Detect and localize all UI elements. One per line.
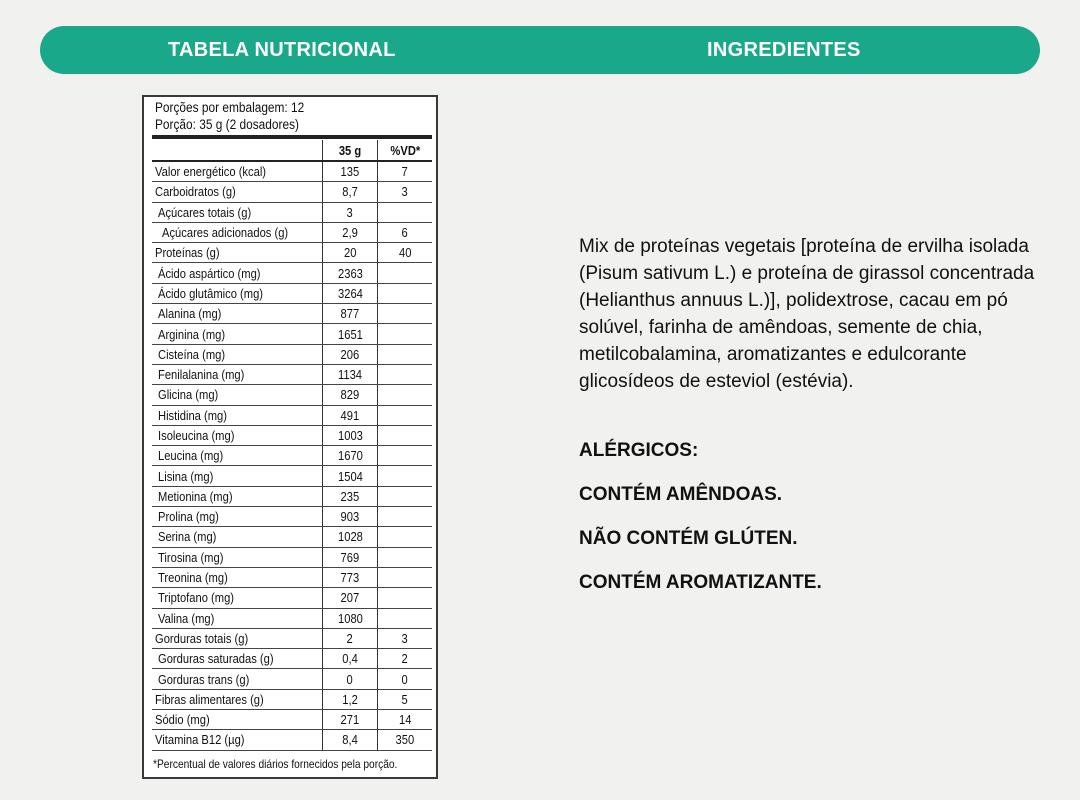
nutrient-amount: 1670 <box>323 446 378 466</box>
nutrient-daily-value: 3 <box>378 628 433 648</box>
table-row <box>152 161 432 182</box>
nutrient-name: Serina (mg) <box>152 527 323 547</box>
nutrient-daily-value: 3 <box>378 182 433 202</box>
table-row <box>152 710 432 730</box>
nutrient-amount: 235 <box>323 486 378 506</box>
table-row <box>152 669 432 689</box>
table-row <box>152 364 432 384</box>
nutrient-name: Fibras alimentares (g) <box>152 689 323 709</box>
table-row <box>152 588 432 608</box>
table-row <box>152 283 432 303</box>
nutrient-daily-value <box>378 466 433 486</box>
table-row <box>152 425 432 445</box>
allergens-title: ALÉRGICOS: <box>579 440 699 461</box>
table-row <box>152 304 432 324</box>
nutrition-table <box>152 140 432 751</box>
serving-info <box>155 99 304 133</box>
nutrient-daily-value <box>378 608 433 628</box>
nutrient-daily-value <box>378 263 433 283</box>
nutrient-daily-value <box>378 324 433 344</box>
section-header-bar <box>40 26 1040 74</box>
serving-size: Porção: 35 g (2 dosadores) <box>155 117 299 132</box>
nutrient-amount: 0 <box>323 669 378 689</box>
nutrient-daily-value: 7 <box>378 161 433 182</box>
nutrient-amount: 1134 <box>323 364 378 384</box>
nutrient-name: Gorduras saturadas (g) <box>152 649 323 669</box>
nutrient-daily-value <box>378 547 433 567</box>
nutrition-facts-label <box>142 95 438 779</box>
nutrient-name: Ácido glutâmico (mg) <box>152 283 323 303</box>
nutrient-daily-value <box>378 364 433 384</box>
table-row <box>152 202 432 222</box>
table-row <box>152 628 432 648</box>
nutrient-name: Valina (mg) <box>152 608 323 628</box>
nutrient-amount: 1,2 <box>323 689 378 709</box>
nutrient-name: Ácido aspártico (mg) <box>152 263 323 283</box>
nutrient-daily-value: 6 <box>378 222 433 242</box>
allergen-info <box>579 438 822 614</box>
nutrient-name: Isoleucina (mg) <box>152 425 323 445</box>
nutrient-name: Gorduras totais (g) <box>152 628 323 648</box>
table-row <box>152 222 432 242</box>
table-row <box>152 689 432 709</box>
nutrient-name: Tirosina (mg) <box>152 547 323 567</box>
nutrient-amount: 903 <box>323 507 378 527</box>
nutrient-daily-value <box>378 202 433 222</box>
column-header-dv: %VD* <box>378 140 433 161</box>
nutrient-name: Treonina (mg) <box>152 567 323 587</box>
nutrient-name: Carboidratos (g) <box>152 182 323 202</box>
nutrient-name: Histidina (mg) <box>152 405 323 425</box>
nutrient-daily-value: 14 <box>378 710 433 730</box>
nutrient-name: Açúcares adicionados (g) <box>152 222 323 242</box>
nutrient-amount: 8,7 <box>323 182 378 202</box>
table-row <box>152 486 432 506</box>
nutrient-name: Alanina (mg) <box>152 304 323 324</box>
table-row <box>152 730 432 750</box>
table-row <box>152 243 432 263</box>
nutrient-daily-value <box>378 283 433 303</box>
nutrient-amount: 207 <box>323 588 378 608</box>
nutrient-amount: 1028 <box>323 527 378 547</box>
table-row <box>152 405 432 425</box>
table-row <box>152 385 432 405</box>
nutrient-name: Vitamina B12 (µg) <box>152 730 323 750</box>
nutrient-name: Gorduras trans (g) <box>152 669 323 689</box>
nutrient-amount: 206 <box>323 344 378 364</box>
nutrient-amount: 271 <box>323 710 378 730</box>
allergen-flavoring: CONTÉM AROMATIZANTE. <box>579 572 822 593</box>
table-row <box>152 527 432 547</box>
nutrient-amount: 8,4 <box>323 730 378 750</box>
allergen-almonds: CONTÉM AMÊNDOAS. <box>579 484 783 505</box>
nutrient-amount: 491 <box>323 405 378 425</box>
nutrient-daily-value <box>378 425 433 445</box>
allergen-gluten: NÃO CONTÉM GLÚTEN. <box>579 528 798 549</box>
table-header-row <box>152 140 432 161</box>
nutrient-daily-value <box>378 507 433 527</box>
nutrient-daily-value <box>378 486 433 506</box>
table-row <box>152 567 432 587</box>
dv-footnote: *Percentual de valores diários fornecidos pela porção. <box>153 757 398 771</box>
ingredients-text: Mix de proteínas vegetais [proteína de ervilha isolada (Pisum sativum L.) e proteína de girassol concentrada (Helianthus annuus L.)], polidextrose, cacau em pó solúvel, farinha de amêndoas, semente de chia, metilcobalamina, aromatizantes e edulcorante glicosídeos de esteviol (estévia). <box>579 236 1035 392</box>
nutrient-name: Prolina (mg) <box>152 507 323 527</box>
nutrient-name: Leucina (mg) <box>152 446 323 466</box>
table-row <box>152 649 432 669</box>
nutrient-name: Sódio (mg) <box>152 710 323 730</box>
column-header-amount: 35 g <box>323 140 378 161</box>
nutrient-name: Fenilalanina (mg) <box>152 364 323 384</box>
nutrient-amount: 769 <box>323 547 378 567</box>
table-row <box>152 466 432 486</box>
nutrient-name: Arginina (mg) <box>152 324 323 344</box>
nutrient-amount: 1651 <box>323 324 378 344</box>
nutrient-amount: 3264 <box>323 283 378 303</box>
tab-ingredients[interactable]: INGREDIENTES <box>707 39 861 61</box>
nutrient-amount: 2 <box>323 628 378 648</box>
table-row <box>152 608 432 628</box>
nutrient-amount: 135 <box>323 161 378 182</box>
nutrient-amount: 2,9 <box>323 222 378 242</box>
nutrient-name: Cisteína (mg) <box>152 344 323 364</box>
nutrient-daily-value: 2 <box>378 649 433 669</box>
nutrient-amount: 3 <box>323 202 378 222</box>
servings-per-package: Porções por embalagem: 12 <box>155 100 305 115</box>
nutrient-name: Lisina (mg) <box>152 466 323 486</box>
nutrient-daily-value <box>378 527 433 547</box>
divider-thick <box>152 135 432 139</box>
table-row <box>152 182 432 202</box>
nutrient-daily-value <box>378 304 433 324</box>
nutrient-amount: 1003 <box>323 425 378 445</box>
table-row <box>152 344 432 364</box>
nutrient-amount: 0,4 <box>323 649 378 669</box>
nutrient-name: Açúcares totais (g) <box>152 202 323 222</box>
nutrient-amount: 2363 <box>323 263 378 283</box>
nutrient-daily-value <box>378 588 433 608</box>
nutrient-amount: 1504 <box>323 466 378 486</box>
nutrient-name: Metionina (mg) <box>152 486 323 506</box>
table-row <box>152 263 432 283</box>
nutrient-amount: 773 <box>323 567 378 587</box>
nutrient-name: Triptofano (mg) <box>152 588 323 608</box>
nutrient-daily-value <box>378 344 433 364</box>
nutrient-name: Glicina (mg) <box>152 385 323 405</box>
nutrient-daily-value <box>378 567 433 587</box>
table-row <box>152 507 432 527</box>
nutrient-daily-value: 5 <box>378 689 433 709</box>
nutrient-daily-value: 40 <box>378 243 433 263</box>
nutrient-amount: 829 <box>323 385 378 405</box>
nutrient-daily-value: 0 <box>378 669 433 689</box>
nutrient-amount: 1080 <box>323 608 378 628</box>
nutrient-daily-value <box>378 405 433 425</box>
nutrient-amount: 877 <box>323 304 378 324</box>
table-row <box>152 446 432 466</box>
nutrient-amount: 20 <box>323 243 378 263</box>
nutrient-name: Valor energético (kcal) <box>152 161 323 182</box>
table-row <box>152 324 432 344</box>
nutrient-daily-value: 350 <box>378 730 433 750</box>
table-row <box>152 547 432 567</box>
nutrient-daily-value <box>378 385 433 405</box>
tab-nutrition-table[interactable]: TABELA NUTRICIONAL <box>168 39 396 61</box>
nutrient-name: Proteínas (g) <box>152 243 323 263</box>
nutrient-daily-value <box>378 446 433 466</box>
